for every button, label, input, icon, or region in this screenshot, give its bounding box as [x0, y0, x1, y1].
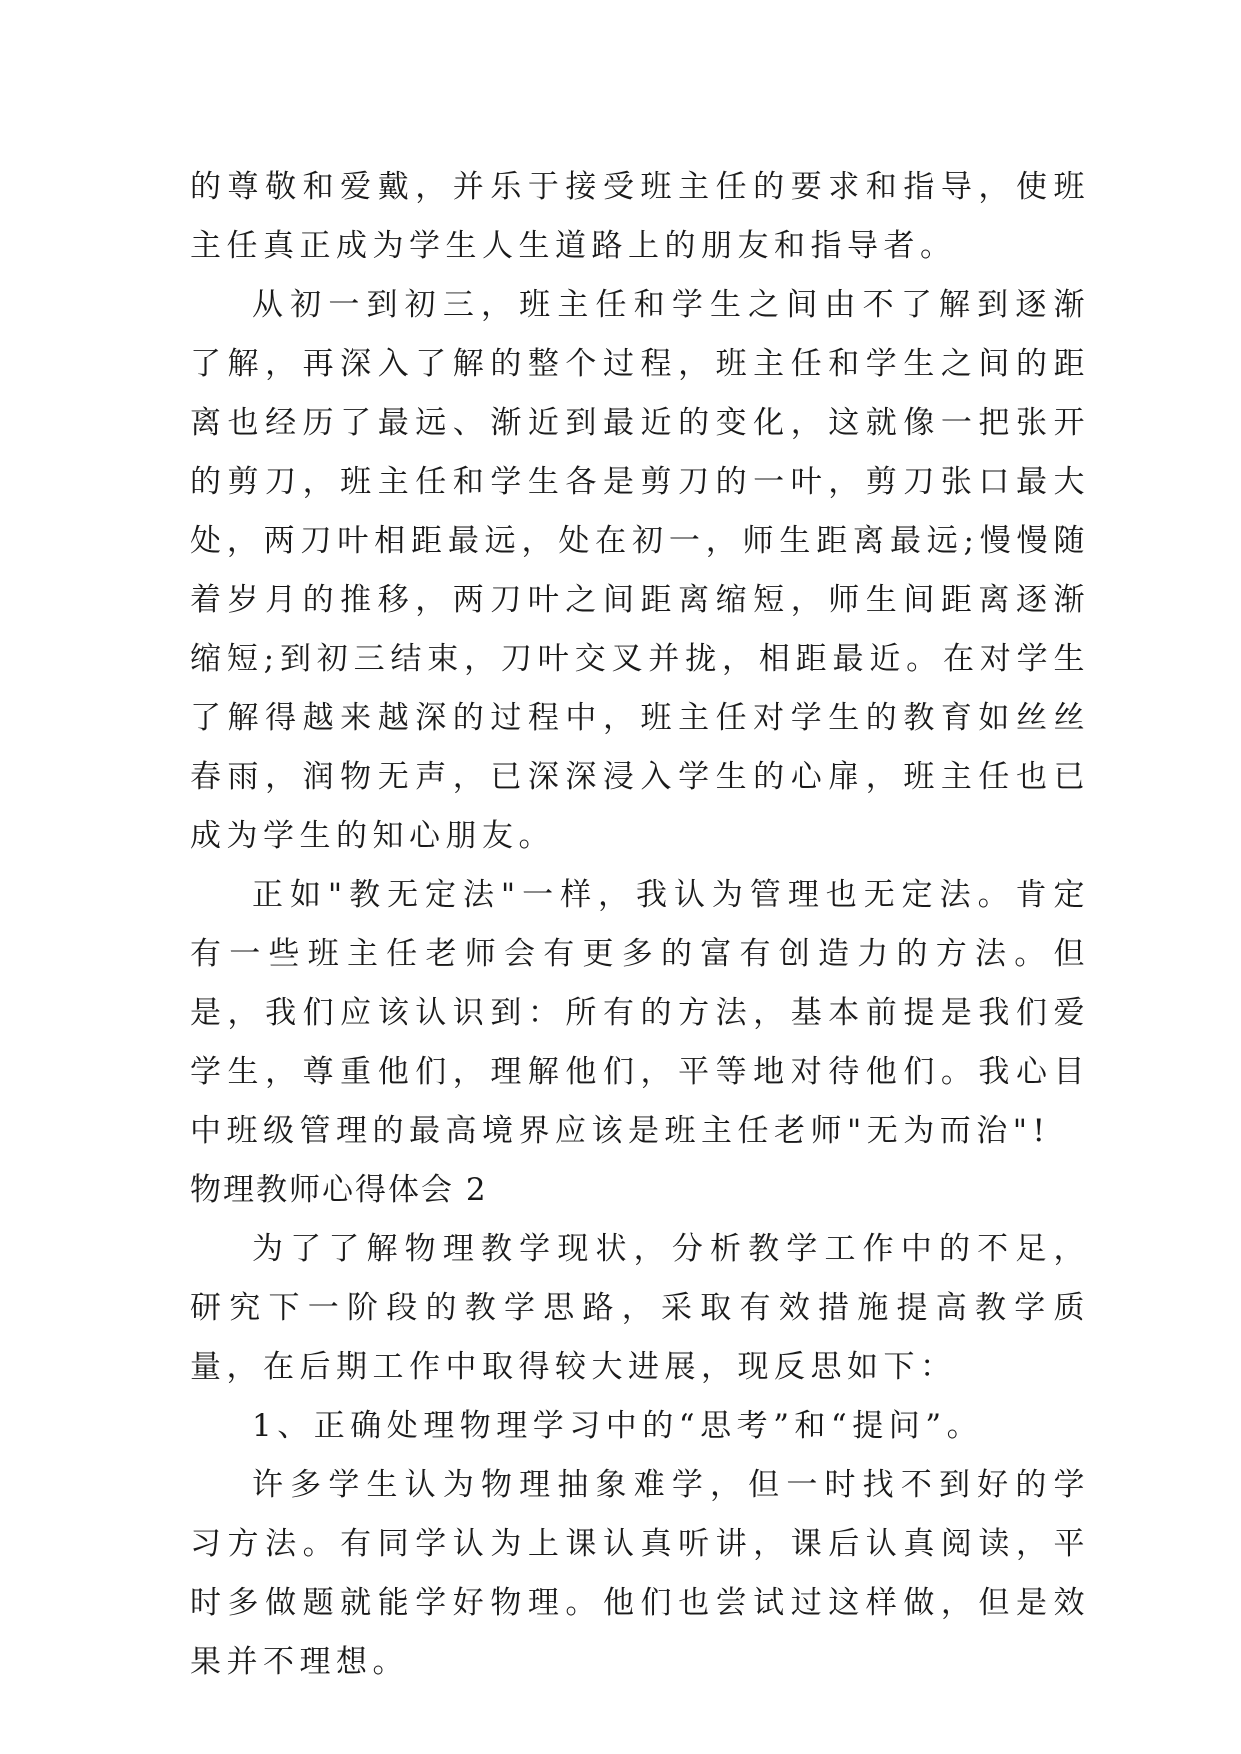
document-body	[190, 158, 1090, 1692]
paragraph-reflection-intro: 为了了解物理教学现状，分析教学工作中的不足，研究下一阶段的教学思路，采取有效措施提高教学质量，在后期工作中取得较大进展，现反思如下：	[190, 1231, 1090, 1385]
section-heading: 物理教师心得体会 2	[190, 1172, 488, 1208]
paragraph-point-one: 1、正确处理物理学习中的“思考”和“提问”。	[252, 1408, 984, 1444]
paragraph-continuation: 的尊敬和爱戴，并乐于接受班主任的要求和指导，使班主任真正成为学生人生道路上的朋友和指导者。	[190, 169, 1090, 264]
paragraph-students-difficulty: 许多学生认为物理抽象难学，但一时找不到好的学习方法。有同学认为上课认真听讲，课后认真阅读，平时多做题就能学好物理。他们也尝试过这样做，但是效果并不理想。	[190, 1467, 1090, 1680]
paragraph-no-fixed-method: 正如"教无定法"一样，我认为管理也无定法。肯定有一些班主任老师会有更多的富有创造力的方法。但是，我们应该认识到：所有的方法，基本前提是我们爱学生，尊重他们，理解他们，平等地对待他们。我心目中班级管理的最高境界应该是班主任老师"无为而治"!	[190, 877, 1090, 1149]
paragraph-scissors-metaphor: 从初一到初三，班主任和学生之间由不了解到逐渐了解，再深入了解的整个过程，班主任和学生之间的距离也经历了最远、渐近到最近的变化，这就像一把张开的剪刀，班主任和学生各是剪刀的一叶，剪刀张口最大处，两刀叶相距最远，处在初一，师生距离最远;慢慢随着岁月的推移，两刀叶之间距离缩短，师生间距离逐渐缩短;到初三结束，刀叶交叉并拢，相距最近。在对学生了解得越来越深的过程中，班主任对学生的教育如丝丝春雨，润物无声，已深深浸入学生的心扉，班主任也已成为学生的知心朋友。	[190, 287, 1090, 854]
